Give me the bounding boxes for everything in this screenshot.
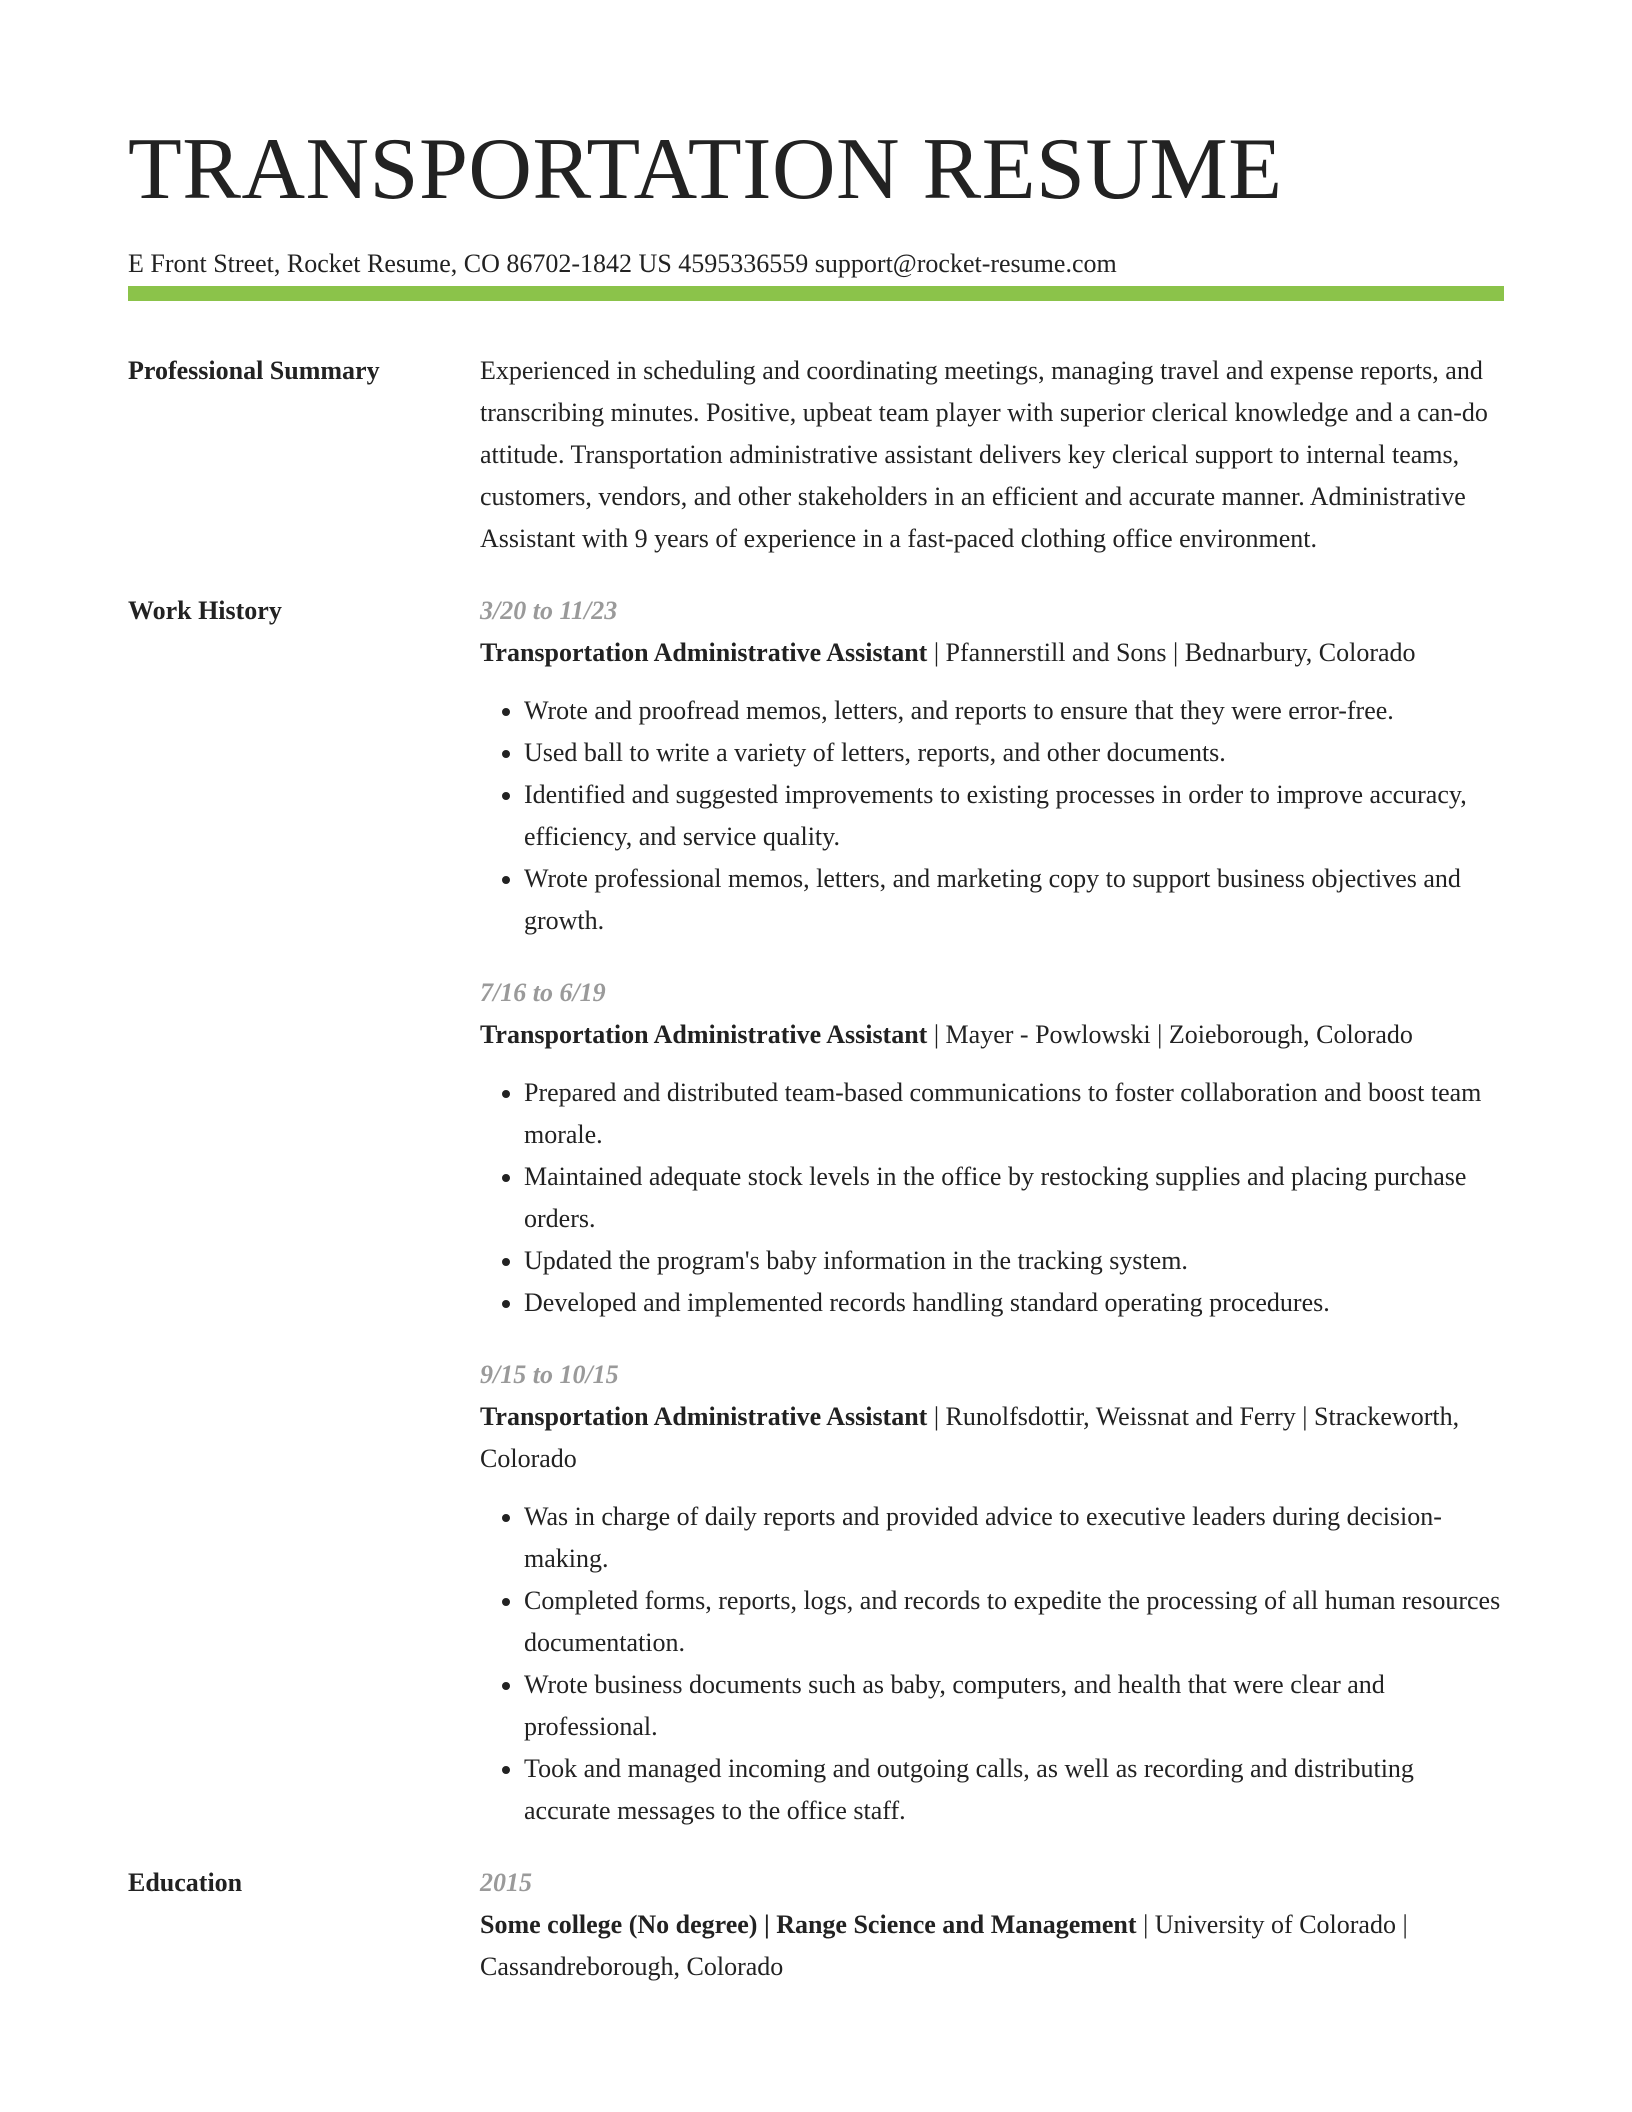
job-details: | Mayer - Powlowski | Zoieborough, Colorado [927,1020,1413,1049]
contact-email: support@rocket-resume.com [814,249,1117,278]
job-dates: 3/20 to 11/23 [480,596,618,625]
job-bullet: • Wrote and proofread memos, letters, and reports to ensure that they were error-free. [524,690,1504,732]
summary-text: Experienced in scheduling and coordinating meetings, managing travel and expense reports, and transcribing minutes. Positive, upbeat team player with superior clerical knowledge and a can-do attitude. Transportation administrative assistant delivers key clerical support to internal teams, customers, vendors, and other stakeholders in an efficient and accurate manner. Administrative Assistant with 9 years of experience in a fast-paced clothing office environment. [480,356,1488,553]
contact-phone: 4595336559 [678,249,809,278]
header-divider [128,286,1504,301]
section-heading: Education [128,1868,243,1897]
work-history-section [128,590,1504,1832]
section-heading: Work History [128,596,282,625]
resume-name: TRANSPORTATION RESUME [128,121,1283,218]
job-details: | Pfannerstill and Sons | Bednarbury, Colorado [927,638,1416,667]
job-title: Transportation Administrative Assistant [480,1020,928,1049]
summary-section [128,350,1504,560]
job-bullet-list [480,1496,1504,1832]
job-role-line [480,1396,1504,1480]
summary-body [480,350,1504,560]
job-bullet: • Wrote professional memos, letters, and marketing copy to support business objectives and growth. [524,858,1504,942]
job-bullet: • Updated the program's baby information in the tracking system. [524,1240,1504,1282]
job-bullet: • Took and managed incoming and outgoing calls, as well as recording and distributing accurate messages to the office staff. [524,1748,1504,1832]
job-bullet: • Prepared and distributed team-based communications to foster collaboration and boost team morale. [524,1072,1504,1156]
section-heading: Professional Summary [128,356,380,385]
education-entry [480,1862,1504,1988]
work-history-body [480,590,1504,1832]
job-bullet-list [480,690,1504,942]
education-line [480,1904,1504,1988]
job-bullet: • Used ball to write a variety of letters, reports, and other documents. [524,732,1504,774]
job-entry [480,590,1504,942]
job-title: Transportation Administrative Assistant [480,638,928,667]
job-role-line [480,632,1504,674]
job-dates: 9/15 to 10/15 [480,1360,619,1389]
job-bullet: • Developed and implemented records handling standard operating procedures. [524,1282,1504,1324]
job-title: Transportation Administrative Assistant [480,1402,928,1431]
education-section [128,1862,1504,1988]
education-body [480,1862,1504,1988]
job-entry [480,972,1504,1324]
job-entry [480,1354,1504,1832]
job-bullet: • Wrote business documents such as baby, computers, and health that were clear and professional. [524,1664,1504,1748]
job-role-line [480,1014,1504,1056]
job-bullet-list [480,1072,1504,1324]
education-details: | University of Colorado | Cassandreborough, Colorado [480,1910,1408,1981]
job-dates: 7/16 to 6/19 [480,978,606,1007]
education-degree: Some college (No degree) | Range Science and Management [480,1910,1137,1939]
contact-line [128,246,1504,282]
job-bullet: • Completed forms, reports, logs, and records to expedite the processing of all human resources documentation. [524,1580,1504,1664]
job-details: | Runolfsdottir, Weissnat and Ferry | Strackeworth, Colorado [480,1402,1460,1473]
job-bullet: • Identified and suggested improvements to existing processes in order to improve accuracy, efficiency, and service quality. [524,774,1504,858]
education-year: 2015 [480,1868,532,1897]
resume-header [128,118,1504,282]
job-bullet: • Maintained adequate stock levels in the office by restocking supplies and placing purchase orders. [524,1156,1504,1240]
contact-address: E Front Street, Rocket Resume, CO 86702-1842 US [128,249,672,278]
resume-sections [128,350,1504,2018]
job-bullet: • Was in charge of daily reports and provided advice to executive leaders during decision-making. [524,1496,1504,1580]
